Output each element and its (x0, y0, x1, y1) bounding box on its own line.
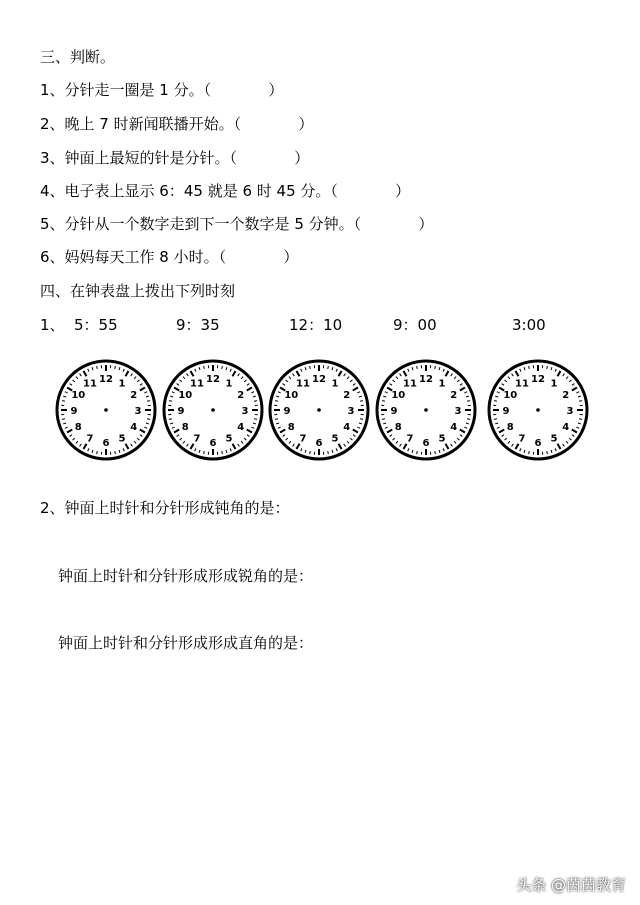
clock-number: 7 (86, 433, 94, 445)
minute-tick (62, 419, 65, 420)
minute-tick (115, 366, 116, 369)
clock-number: 5 (331, 433, 339, 445)
clock-number: 10 (391, 390, 406, 401)
clock-number: 6 (315, 438, 323, 449)
clock-number: 12 (419, 374, 433, 385)
clock-face-5[interactable] (486, 358, 590, 462)
minute-tick (169, 419, 172, 420)
minute-tick (275, 401, 278, 402)
time-label-3: 12：10 (289, 316, 343, 334)
question-2-obtuse: 2、钟面上时针和分针形成钝角的是： (40, 499, 290, 517)
clock-face-1[interactable] (54, 358, 158, 462)
time-label-1: 5：55 (74, 316, 118, 334)
minute-tick (360, 401, 363, 402)
minute-tick (382, 419, 385, 420)
clock-number: 11 (83, 378, 97, 390)
judgment-item-1: 1、分针走一圈是 1 分。（ ） (40, 81, 284, 99)
clock-center (211, 408, 215, 412)
minute-tick (97, 366, 98, 369)
clock-number: 3 (134, 406, 142, 417)
clock-number: 4 (343, 422, 351, 433)
clock-number: 6 (422, 438, 430, 449)
clock-number: 1 (438, 378, 446, 390)
clock-number: 7 (406, 433, 414, 445)
clock-number: 6 (209, 438, 217, 449)
judgment-item-5: 5、分针从一个数字走到下一个数字是 5 分钟。（ ） (40, 215, 434, 233)
minute-tick (467, 401, 470, 402)
clock-number: 3 (566, 406, 574, 417)
clock-number: 10 (71, 390, 86, 401)
minute-tick (435, 366, 436, 369)
minute-tick (467, 419, 470, 420)
clock-svg (374, 358, 478, 462)
minute-tick (115, 451, 116, 454)
clock-number: 12 (99, 374, 113, 385)
clock-number: 10 (284, 390, 299, 401)
clock-svg (161, 358, 265, 462)
clock-number: 3 (347, 406, 355, 417)
minute-tick (275, 419, 278, 420)
clock-number: 9 (502, 406, 510, 417)
clock-number: 11 (296, 378, 310, 390)
clock-number: 11 (515, 378, 529, 390)
minute-tick (147, 401, 150, 402)
minute-tick (579, 419, 582, 420)
question-1-prefix: 1、 (40, 316, 65, 334)
minute-tick (204, 451, 205, 454)
clock-center (424, 408, 428, 412)
clock-face-3[interactable] (267, 358, 371, 462)
clock-number: 5 (225, 433, 233, 445)
clock-number: 12 (206, 374, 220, 385)
judgment-item-4: 4、电子表上显示 6：45 就是 6 时 45 分。（ ） (40, 182, 411, 200)
clock-number: 11 (403, 378, 417, 390)
clock-number: 5 (118, 433, 126, 445)
minute-tick (254, 419, 257, 420)
clock-number: 4 (562, 422, 570, 433)
clock-number: 5 (438, 433, 446, 445)
clock-number: 2 (562, 390, 570, 401)
clock-number: 7 (518, 433, 526, 445)
minute-tick (147, 419, 150, 420)
question-2-acute: 钟面上时针和分针形成形成锐角的是： (58, 567, 314, 585)
clock-number: 2 (450, 390, 458, 401)
clock-number: 2 (237, 390, 245, 401)
clock-number: 1 (225, 378, 233, 390)
watermark: 头条 @茵茵教育 (516, 876, 626, 894)
clock-number: 1 (118, 378, 126, 390)
clock-face-2[interactable] (161, 358, 265, 462)
clock-number: 9 (283, 406, 291, 417)
clock-number: 6 (102, 438, 110, 449)
clock-number: 11 (190, 378, 204, 390)
clock-number: 6 (534, 438, 542, 449)
time-label-5: 3:00 (512, 316, 546, 334)
question-2-right: 钟面上时针和分针形成形成直角的是： (58, 634, 314, 652)
clock-number: 12 (312, 374, 326, 385)
minute-tick (254, 401, 257, 402)
clock-number: 4 (130, 422, 138, 433)
minute-tick (417, 366, 418, 369)
time-label-2: 9：35 (176, 316, 220, 334)
clock-number: 4 (237, 422, 245, 433)
minute-tick (435, 451, 436, 454)
minute-tick (310, 366, 311, 369)
clock-face-4[interactable] (374, 358, 478, 462)
minute-tick (222, 451, 223, 454)
minute-tick (494, 401, 497, 402)
minute-tick (547, 366, 548, 369)
minute-tick (417, 451, 418, 454)
minute-tick (62, 401, 65, 402)
clock-center (536, 408, 540, 412)
minute-tick (529, 366, 530, 369)
clock-number: 8 (394, 422, 402, 433)
minute-tick (547, 451, 548, 454)
judgment-item-2: 2、晚上 7 时新闻联播开始。（ ） (40, 115, 314, 133)
section-4-heading: 四、在钟表盘上拨出下列时刻 (40, 282, 236, 300)
clock-number: 4 (450, 422, 458, 433)
judgment-item-6: 6、妈妈每天工作 8 小时。（ ） (40, 248, 299, 266)
clock-number: 9 (390, 406, 398, 417)
clock-center (317, 408, 321, 412)
clock-number: 2 (130, 390, 138, 401)
minute-tick (328, 366, 329, 369)
clock-number: 2 (343, 390, 351, 401)
clock-number: 10 (503, 390, 518, 401)
clock-number: 7 (299, 433, 307, 445)
minute-tick (169, 401, 172, 402)
clock-svg (267, 358, 371, 462)
minute-tick (529, 451, 530, 454)
clock-number: 12 (531, 374, 545, 385)
clock-svg (486, 358, 590, 462)
clock-center (104, 408, 108, 412)
clock-number: 9 (70, 406, 78, 417)
clock-number: 3 (454, 406, 462, 417)
clock-number: 1 (331, 378, 339, 390)
clock-number: 8 (506, 422, 514, 433)
clock-number: 5 (550, 433, 558, 445)
clock-number: 7 (193, 433, 201, 445)
clock-number: 8 (74, 422, 82, 433)
clock-number: 9 (177, 406, 185, 417)
minute-tick (222, 366, 223, 369)
clock-row (54, 358, 594, 464)
minute-tick (360, 419, 363, 420)
minute-tick (310, 451, 311, 454)
minute-tick (579, 401, 582, 402)
clock-number: 1 (550, 378, 558, 390)
minute-tick (328, 451, 329, 454)
minute-tick (494, 419, 497, 420)
clock-number: 8 (287, 422, 295, 433)
minute-tick (382, 401, 385, 402)
time-label-4: 9：00 (393, 316, 437, 334)
minute-tick (97, 451, 98, 454)
judgment-item-3: 3、钟面上最短的针是分针。（ ） (40, 149, 310, 167)
clock-number: 8 (181, 422, 189, 433)
clock-number: 10 (178, 390, 193, 401)
minute-tick (204, 366, 205, 369)
clock-number: 3 (241, 406, 249, 417)
section-3-heading: 三、判断。 (40, 48, 116, 66)
clock-svg (54, 358, 158, 462)
